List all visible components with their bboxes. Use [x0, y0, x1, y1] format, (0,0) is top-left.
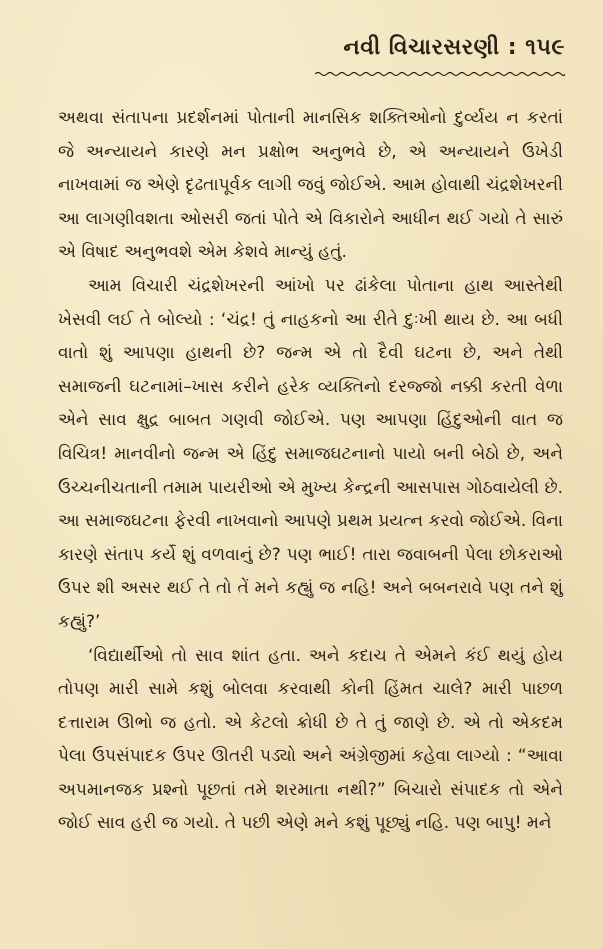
paragraph-1: અથવા સંતાપના પ્રદર્શનમાં પોતાની માનસિક શક્તિઓનો દુર્વ્યય ન કરતાં જે અન્યાયને કારણે મન પ્રક્ષોભ અનુભવે છે, એ અન્યાયને ઉખેડી નાખવામાં જ એણે દૃઢતાપૂર્વક લાગી જવું જોઈએ. આમ હોવાથી ચંદ્રશેખરની આ લાગણીવશતા ઓસરી જતાં પોતે એ વિકારોને આધીન થઈ ગયો તે સારું એ વિષાદ અનુભવશે એમ કેશવે માન્યું હતું. — [58, 108, 563, 263]
wavy-rule — [315, 71, 565, 77]
paragraph-2: આમ વિચારી ચંદ્રશેખરની આંખો પર ઢાંકેલા પોતાના હાથ આસ્તેથી ખેસવી લઈ તે બોલ્યો : ‘ચંદ્ર! તું નાહકનો આ રીતે દુઃખી થાય છે. આ બધી વાતો શું આપણા હાથની છે? જન્મ એ તો દૈવી ઘટના છે, અને તેથી સમાજની ઘટનામાં–ખાસ કરીને હરેક વ્યક્તિનો દરજ્જો નક્કી કરતી વેળા એને સાવ ક્ષુદ્ર બાબત ગણવી જોઈએ. પણ આપણા હિંદુઓની વાત જ વિચિત્ર! માનવીનો જન્મ એ હિંદુ સમાજઘટનાનો પાયો બની બેઠો છે, અને ઉચ્ચનીચતાની તમામ પાયરીઓ એ મુખ્ય કેન્દ્રની આસપાસ ગોઠવાયેલી છે. આ સમાજઘટના ફેરવી નાખવાનો આપણે પ્રથમ પ્રયત્ન કરવો જોઈએ. વિના કારણે સંતાપ કર્યે શું વળવાનું છે? પણ ભાઈ! તારા જવાબની પેલા છોકરાઓ ઉપર શી અસર થઈ તે તો તેં મને કહ્યું જ નહિ! અને બબનરાવે પણ તને શું કહ્યું?’ — [58, 275, 563, 632]
body-text — [58, 102, 563, 841]
running-title: નવી વિચારસરણી : ૧૫૯ — [343, 35, 565, 60]
paragraph-3: ‘વિદ્યાર્થીઓ તો સાવ શાંત હતા. અને કદાચ તે એમને કંઈ થયું હોય તોપણ મારી સામે કશું બોલવા કરવાથી કોની હિંમત ચાલે? મારી પાછળ દત્તારામ ઊભો જ હતો. એ કેટલો ક્રોધી છે તે તું જાણે છે. એ તો એકદમ પેલા ઉપસંપાદક ઉપર ઊતરી પડ્યો અને અંગ્રેજીમાં કહેવા લાગ્યો : “આવા અપમાનજક પ્રશ્નો પૂછતાં તમે શરમાતા નથી?” બિચારો સંપાદક તો એને જોઈ સાવ હરી જ ગયો. તે પછી એણે મને કશું પૂછ્યું નહિ. પણ બાપુ! મને — [58, 645, 563, 834]
running-head — [315, 34, 565, 81]
